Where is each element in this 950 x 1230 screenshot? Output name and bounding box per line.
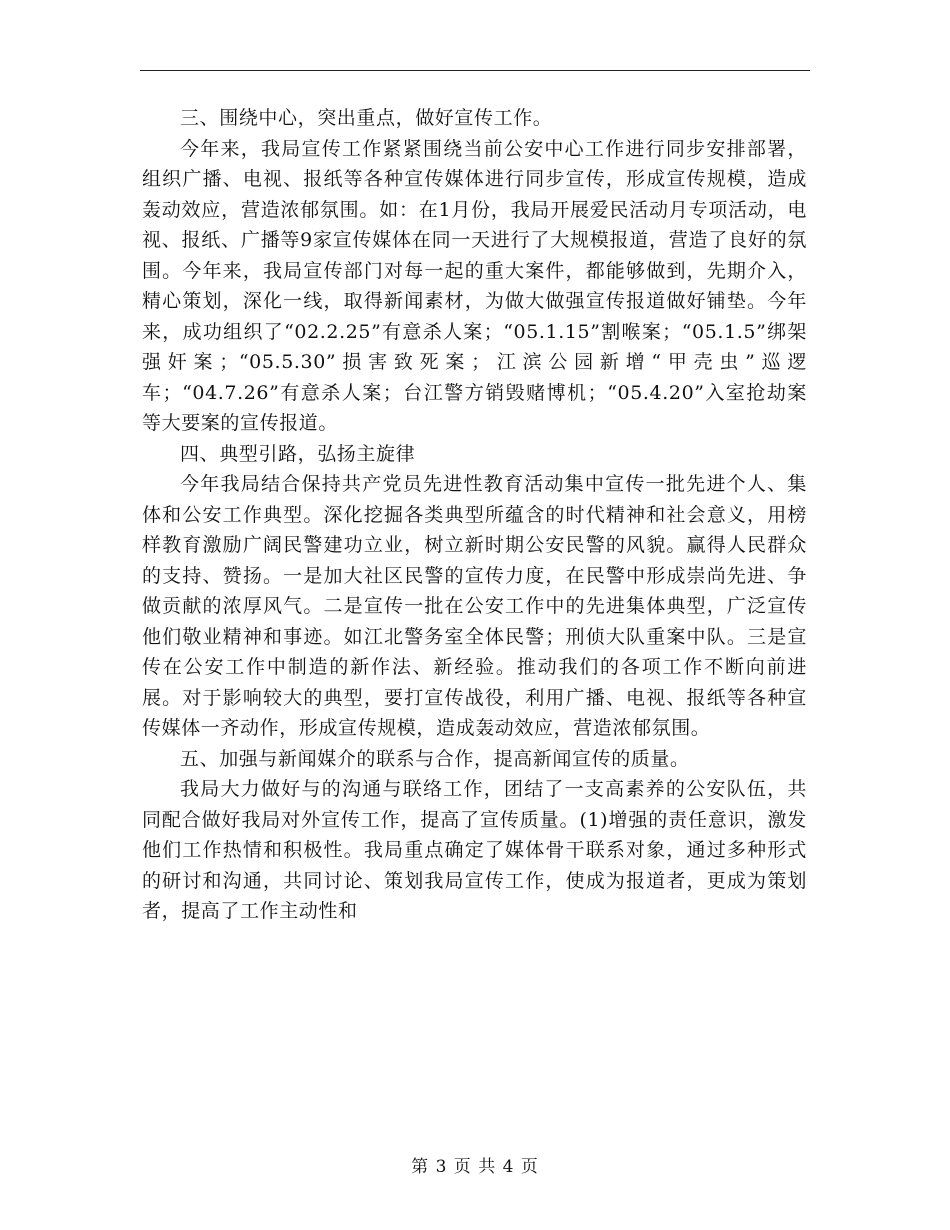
paragraph-body: 今年来，我局宣传工作紧紧围绕当前公安中心工作进行同步安排部署，组织广播、电视、报纸等各种宣传媒体进行同步宣传，形成宣传规模，造成轰动效应，营造浓郁氛围。如：在1月份，我局开展爱民活动月专项活动，电视、报纸、广播等9家宣传媒体在同一天进行了大规模报道，营造了良好的氛围。今年来，我局宣传部门对每一起的重大案件，都能够做到，先期介入，精心策划，深化一线，取得新闻素材，为做大做强宣传报道做好铺垫。今年来，成功组织了“02.2.25”有意杀人案；“05.1.15”割喉案；“05.1.5”绑架强奸案；“05.5.30”损害致死案；江滨公园新增“甲壳虫”巡逻车；“04.7.26”有意杀人案；台江警方销毁赌博机；“05.4.20”入室抢劫案等大要案的宣传报道。 xyxy=(142,137,807,434)
section-heading-4: 四、典型引路，弘扬主旋律 xyxy=(180,442,416,465)
paragraph-body: 我局大力做好与的沟通与联络工作，团结了一支高素养的公安队伍，共同配合做好我局对外宣传工作，提高了宣传质量。(1)增强的责任意识，激发他们工作热情和积极性。我局重点确定了媒体骨干联系对象，通过多种形式的研讨和沟通，共同讨论、策划我局宣传工作，使成为报道者，更成为策划者，提高了工作主动性和 xyxy=(142,778,807,922)
section-heading-5: 五、加强与新闻媒介的联系与合作，提高新闻宣传的质量。 xyxy=(180,747,690,770)
paragraph-body: 今年我局结合保持共产党员先进性教育活动集中宣传一批先进个人、集体和公安工作典型。深化挖掘各类典型所蕴含的时代精神和社会意义，用榜样教育激励广阔民警建功立业，树立新时期公安民警的风貌。赢得人民群众的支持、赞扬。一是加大社区民警的宣传力度，在民警中形成崇尚先进、争做贡献的浓厚风气。二是宣传一批在公安工作中的先进集体典型，广泛宣传他们敬业精神和事迹。如江北警务室全体民警；刑侦大队重案中队。三是宣传在公安工作中制造的新作法、新经验。推动我们的各项工作不断向前进展。对于影响较大的典型，要打宣传战役，利用广播、电视、报纸等各种宣传媒体一齐动作，形成宣传规模，造成轰动效应，营造浓郁氛围。 xyxy=(142,473,807,739)
document-body xyxy=(142,103,807,927)
page-footer: 第 3 页 共 4 页 xyxy=(411,1157,539,1177)
section-heading-3: 三、围绕中心，突出重点，做好宣传工作。 xyxy=(180,107,553,129)
header-rule xyxy=(140,70,810,71)
